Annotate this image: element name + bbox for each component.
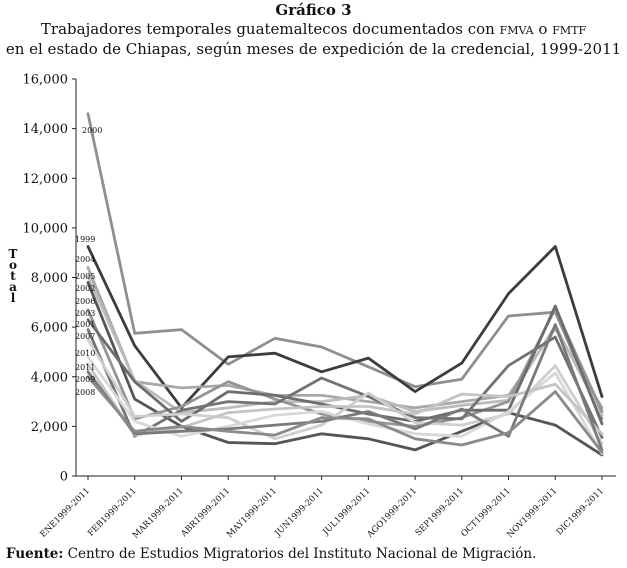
chart-title-line-2: en el estado de Chiapas, según meses de expedición de la credencial, 1999-2011: [5, 40, 622, 58]
figure-label: Gráfico 3: [275, 1, 352, 19]
y-axis-label-char: t: [10, 269, 16, 283]
x-tick-label: NOV1999-2011: [505, 486, 560, 541]
series-label-2006: 2006: [75, 297, 96, 306]
x-tick-label: SEP1999-2011: [413, 486, 466, 539]
x-tick-label: JUN1999-2011: [273, 486, 326, 539]
y-axis-label-char: l: [10, 291, 16, 305]
series-label-2001: 2001: [75, 320, 96, 329]
series-label-2011: 2011: [75, 363, 96, 372]
series-label-2005: 2005: [75, 272, 96, 281]
y-tick-label: 8,000: [30, 271, 68, 286]
y-axis-label-char: a: [9, 280, 17, 294]
y-tick-label: 4,000: [30, 370, 68, 386]
series-line-2001: [88, 330, 602, 438]
chart-axes: [9, 73, 616, 541]
series-label-2008: 2008: [75, 388, 96, 397]
series-lines: [88, 114, 602, 455]
title-fmtf: fmtf: [552, 20, 587, 38]
y-tick-label: 16,000: [22, 72, 68, 88]
title-conj: o: [533, 20, 553, 38]
title-text: Trabajadores temporales guatemaltecos documentados con: [40, 20, 500, 38]
y-axis-label-char: T: [8, 247, 18, 261]
x-tick-label: ENE1999-2011: [38, 486, 93, 540]
series-label-1999: 1999: [75, 235, 96, 244]
y-axis-label-char: o: [8, 258, 18, 272]
x-tick-label: FEB1999-2011: [86, 486, 139, 539]
source-label: Fuente:: [6, 546, 64, 562]
x-tick-label: JUL1999-2011: [321, 486, 373, 538]
x-tick-label: ABR1999-2011: [179, 486, 233, 540]
y-tick-label: 10,000: [22, 221, 68, 237]
x-tick-label: MAY1999-2011: [225, 486, 280, 540]
series-label-2003: 2003: [75, 309, 96, 318]
series-label-2010: 2010: [75, 349, 96, 358]
source-note: [6, 546, 536, 562]
series-label-2004: 2004: [75, 255, 96, 264]
title-fmva: fmva: [499, 20, 534, 38]
x-tick-label: MAR1999-2011: [130, 486, 186, 541]
series-label-2009: 2009: [75, 375, 96, 384]
source-text: Centro de Estudios Migratorios del Instituto Nacional de Migración.: [63, 546, 537, 562]
series-label-2000: 2000: [82, 126, 103, 135]
y-tick-label: 0: [59, 469, 68, 485]
y-tick-label: 6,000: [30, 320, 68, 336]
x-tick-label: DIC1999-2011: [554, 486, 607, 538]
y-tick-label: 2,000: [30, 419, 68, 435]
y-tick-label: 12,000: [22, 171, 68, 187]
series-label-2007: 2007: [75, 332, 96, 341]
x-tick-label: AGO1999-2011: [365, 486, 420, 540]
series-line-1999: [88, 247, 602, 408]
series-label-2002: 2002: [75, 284, 96, 293]
x-tick-label: OCT1999-2011: [459, 486, 513, 540]
y-tick-label: 14,000: [22, 122, 68, 138]
